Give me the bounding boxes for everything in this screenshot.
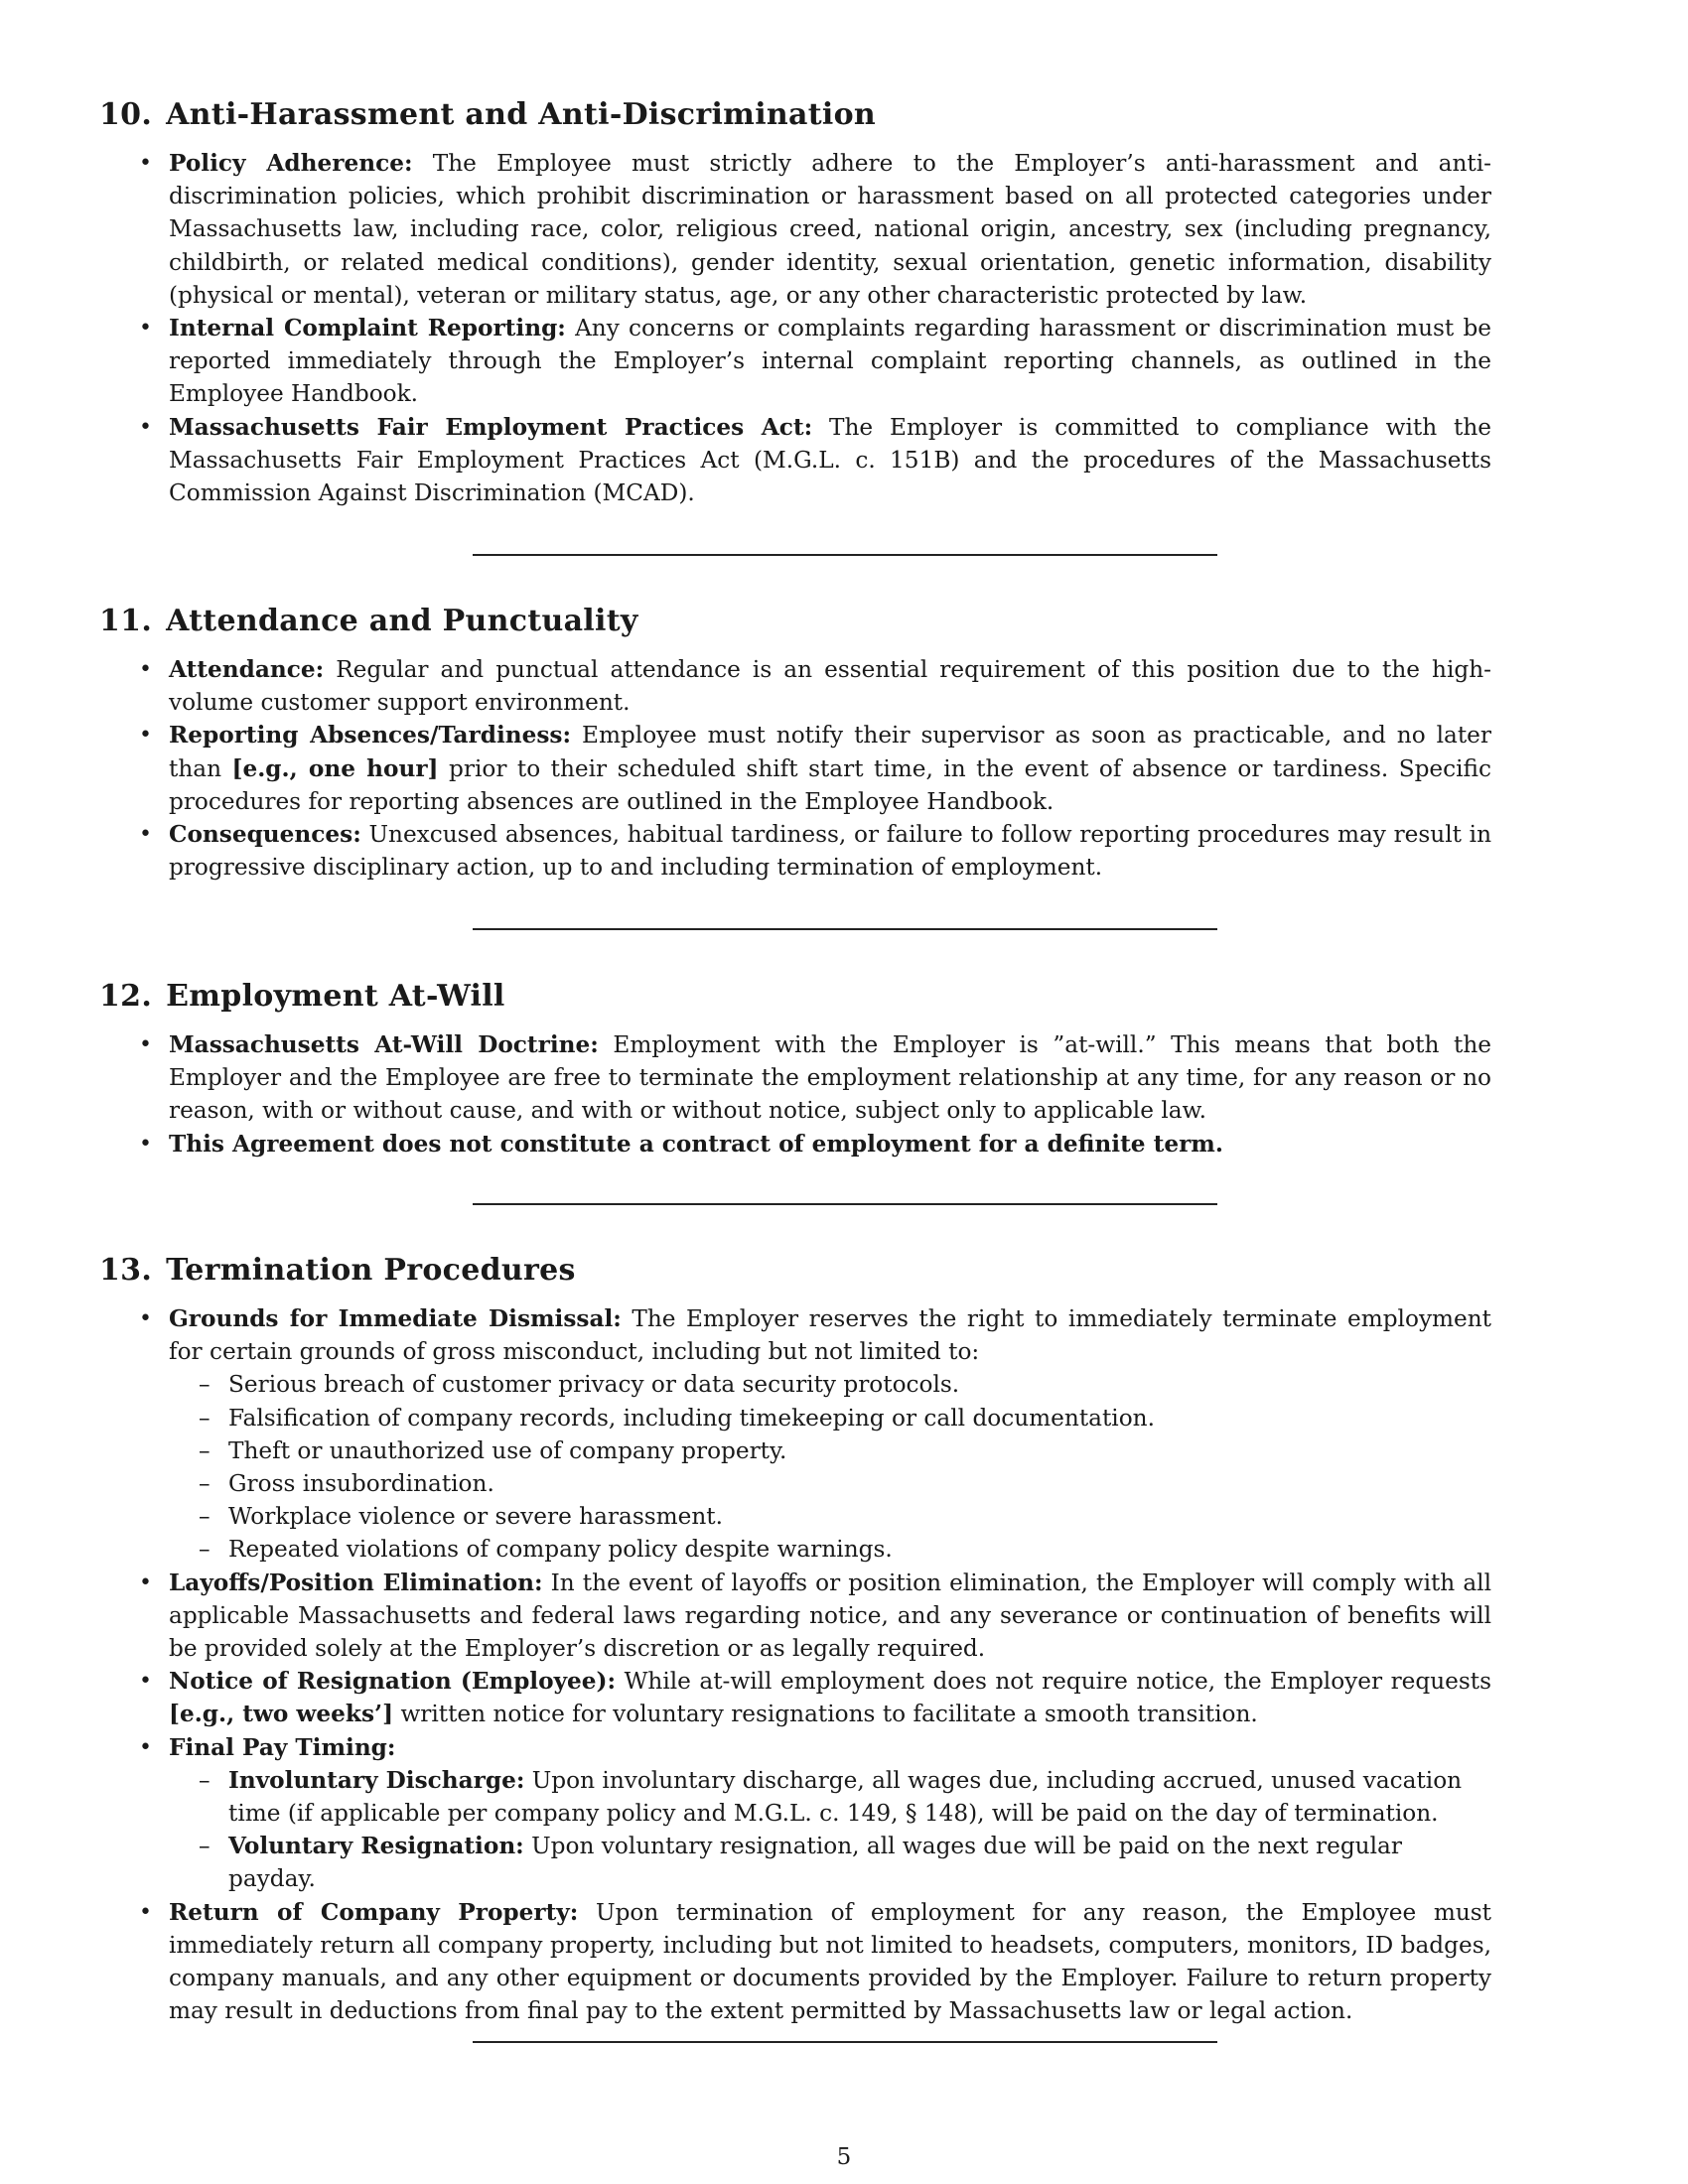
sub-list-item: – Repeated violations of company policy despite warnings. bbox=[169, 1533, 1491, 1566]
item-label: Reporting Absences/Tardiness: bbox=[169, 722, 572, 750]
item-label: Involuntary Discharge: bbox=[228, 1766, 525, 1794]
section-title: Attendance and Punctuality bbox=[166, 604, 638, 638]
section-10 bbox=[99, 95, 1589, 509]
item-text: Regular and punctual attendance is an essential requirement of this position due to the high-volume customer support environment. bbox=[169, 656, 1492, 717]
list-item bbox=[99, 1028, 1589, 1128]
item-label: Voluntary Resignation: bbox=[228, 1833, 524, 1860]
sub-list-item bbox=[169, 1764, 1491, 1830]
placeholder-bracket: [e.g., one hour] bbox=[231, 754, 439, 782]
sub-list bbox=[169, 1368, 1491, 1566]
item-text: written notice for voluntary resignations to facilitate a smooth transition. bbox=[400, 1701, 1258, 1728]
list-item bbox=[99, 1665, 1589, 1730]
item-text: Upon termination of employment for any reason, the Employee must immediately return all company property, including but not limited to headsets, computers, monitors, ID badges, company manuals, and any other equipment or documents provided by the Employer. Failure to return property may result in deductions from final pay to the extent permitted by Massachusetts law or legal action. bbox=[169, 1898, 1491, 2025]
item-text: Employee must notify their supervisor as soon as practicable, and no later than bbox=[169, 722, 1491, 782]
section-heading bbox=[99, 95, 1589, 135]
sub-list-item: – Workplace violence or severe harassment. bbox=[169, 1500, 1491, 1533]
item-label: Layoffs/Position Elimination: bbox=[169, 1569, 543, 1596]
section-divider bbox=[473, 554, 1217, 556]
section-title: Employment At-Will bbox=[166, 979, 505, 1014]
section-heading bbox=[99, 602, 1589, 641]
item-text: The Employer reserves the right to immediately terminate employment for certain grounds of gross misconduct, including but not limited to: bbox=[169, 1305, 1491, 1366]
page-number: 5 bbox=[836, 2144, 852, 2170]
item-text: Employment with the Employer is ”at-will.” This means that both the Employer and the Employee are free to terminate the employment relationship at any time, for any reason or no reason, with or without cause, and with or without notice, subject only to applicable law. bbox=[169, 1031, 1491, 1125]
bullet-list bbox=[99, 1302, 1589, 2027]
item-text: prior to their scheduled shift start time, in the event of absence or tardiness. Specific procedures for reporting absences are outlined in the Employee Handbook. bbox=[169, 754, 1492, 815]
list-item bbox=[99, 719, 1589, 818]
section-number: 10. bbox=[99, 97, 153, 132]
list-item bbox=[99, 147, 1589, 312]
item-text: The Employer is committed to compliance with the Massachusetts Fair Employment Practices Act (M.G.L. c. 151B) and the procedures of the Massachusetts Commission Against Discrimination (MCAD). bbox=[169, 413, 1491, 507]
item-text: Upon voluntary resignation, all wages due will be paid on the next regular payday. bbox=[228, 1833, 1402, 1893]
item-label: Return of Company Property: bbox=[169, 1898, 579, 1926]
sub-list-item bbox=[169, 1830, 1491, 1895]
item-label: Policy Adherence: bbox=[169, 150, 413, 177]
section-heading bbox=[99, 1251, 1589, 1291]
bullet-list bbox=[99, 653, 1589, 884]
section-title: Anti-Harassment and Anti-Discrimination bbox=[166, 97, 877, 132]
item-text: In the event of layoffs or position elimination, the Employer will comply with all applicable Massachusetts and federal laws regarding notice, and any severance or continuation of benefits will be provided solely at the Employer’s discretion or as legally required. bbox=[169, 1569, 1491, 1663]
placeholder-bracket: [e.g., two weeks’] bbox=[169, 1701, 394, 1728]
item-text: Any concerns or complaints regarding harassment or discrimination must be reported immediately through the Employer’s internal complaint reporting channels, as outlined in the Employee Handbook. bbox=[169, 315, 1492, 408]
section-13 bbox=[99, 1251, 1589, 2027]
section-number: 12. bbox=[99, 979, 153, 1014]
section-11 bbox=[99, 602, 1589, 884]
sub-list-item: – Serious breach of customer privacy or data security protocols. bbox=[169, 1368, 1491, 1401]
list-item bbox=[99, 1302, 1589, 1567]
sub-list bbox=[169, 1764, 1491, 1896]
item-label: Internal Complaint Reporting: bbox=[169, 315, 566, 342]
list-item bbox=[99, 411, 1589, 510]
bullet-list bbox=[99, 147, 1589, 509]
item-label: Attendance: bbox=[169, 656, 325, 683]
section-divider bbox=[473, 2041, 1217, 2043]
list-item bbox=[99, 1128, 1589, 1160]
item-label: Massachusetts Fair Employment Practices Act: bbox=[169, 413, 813, 441]
list-item bbox=[99, 1567, 1589, 1666]
item-label: Final Pay Timing: bbox=[169, 1733, 396, 1761]
item-text: Unexcused absences, habitual tardiness, or failure to follow reporting procedures may result in progressive disciplinary action, up to and including termination of employment. bbox=[169, 821, 1492, 882]
list-item bbox=[99, 312, 1589, 411]
list-item bbox=[99, 653, 1589, 719]
sub-list-item: – Theft or unauthorized use of company property. bbox=[169, 1434, 1491, 1467]
item-label: Consequences: bbox=[169, 821, 361, 849]
item-text: The Employee must strictly adhere to the Employer’s anti-harassment and anti-discrimination policies, which prohibit discrimination or harassment based on all protected categories under Massachusetts law, including race, color, religious creed, national origin, ancestry, sex (including pregnancy, childbirth, or related medical conditions), gender identity, sexual orientation, genetic information, disability (physical or mental), veteran or military status, age, or any other characteristic protected by law. bbox=[169, 150, 1492, 309]
section-heading bbox=[99, 977, 1589, 1017]
sub-list-item: – Gross insubordination. bbox=[169, 1467, 1491, 1500]
bullet-list bbox=[99, 1028, 1589, 1160]
section-divider bbox=[473, 1203, 1217, 1205]
item-text: While at-will employment does not require notice, the Employer requests bbox=[624, 1668, 1491, 1696]
item-label: Notice of Resignation (Employee): bbox=[169, 1668, 617, 1696]
section-title: Termination Procedures bbox=[166, 1253, 576, 1288]
section-12 bbox=[99, 977, 1589, 1160]
item-label: Massachusetts At-Will Doctrine: bbox=[169, 1031, 599, 1058]
list-item bbox=[99, 1896, 1589, 2028]
sub-list-item: – Falsification of company records, including timekeeping or call documentation. bbox=[169, 1402, 1491, 1434]
list-item bbox=[99, 1731, 1589, 1896]
item-text: Upon involuntary discharge, all wages due, including accrued, unused vacation time (if applicable per company policy and M.G.L. c. 149, § 148), will be paid on the day of termination. bbox=[228, 1766, 1463, 1828]
section-number: 11. bbox=[99, 604, 153, 638]
document-page bbox=[99, 0, 1589, 2184]
section-number: 13. bbox=[99, 1253, 153, 1288]
item-label: This Agreement does not constitute a contract of employment for a definite term. bbox=[169, 1130, 1223, 1158]
item-label: Grounds for Immediate Dismissal: bbox=[169, 1305, 622, 1332]
section-divider bbox=[473, 928, 1217, 930]
list-item bbox=[99, 818, 1589, 884]
